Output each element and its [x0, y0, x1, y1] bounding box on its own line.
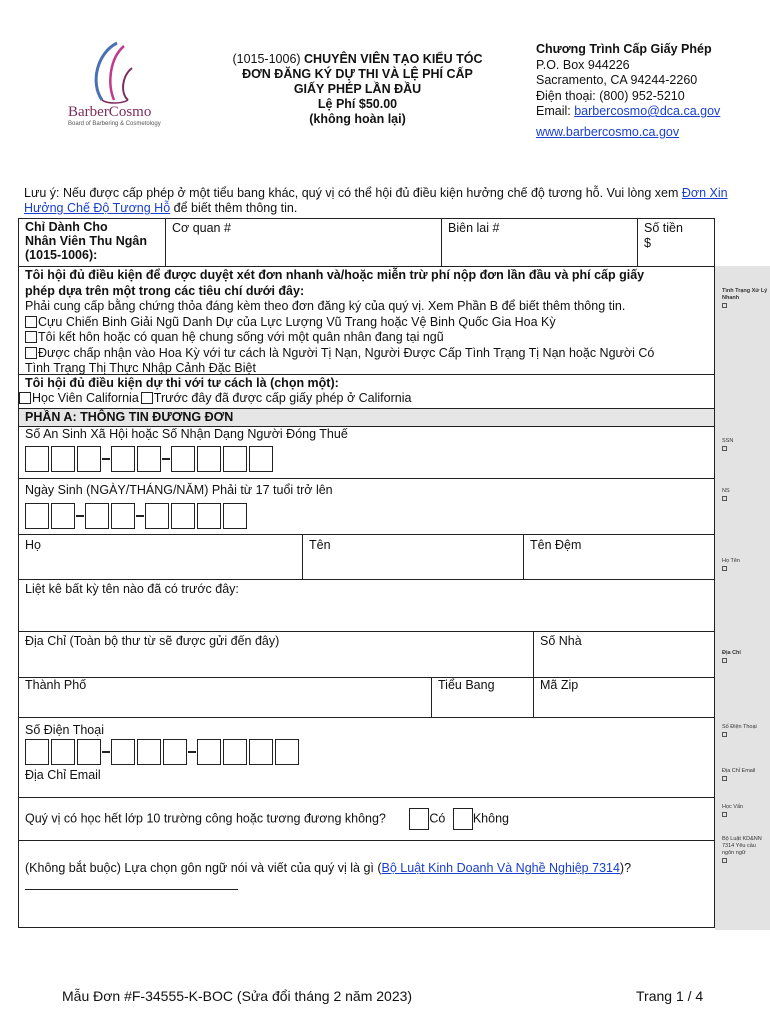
dob-day-box[interactable] — [51, 503, 75, 529]
sidebar-language: Bộ Luật KD&NN 7314 Yêu cầu ngôn ngữ — [722, 836, 768, 866]
address-label: Địa Chỉ (Toàn bộ thư từ sẽ được gửi đến đây) — [25, 634, 280, 648]
website-link[interactable]: www.barbercosmo.ca.gov — [536, 124, 680, 139]
city-row — [19, 678, 714, 718]
phone-digit-box[interactable] — [275, 739, 299, 765]
address-row — [19, 632, 714, 678]
dob-year-box[interactable] — [223, 503, 247, 529]
ssn-digit-box[interactable] — [51, 446, 75, 472]
ssn-label: Số An Sinh Xã Hội hoặc Số Nhận Dạng Người Đóng Thuế — [25, 427, 348, 441]
language-question: (Không bắt buộc) Lựa chọn gôn ngữ nói và viết của quý vị là gì ( — [25, 861, 382, 875]
education-yes-label: Có — [429, 811, 446, 826]
program-email-link[interactable]: barbercosmo@dca.ca.gov — [574, 104, 721, 118]
expedite-row — [19, 267, 714, 375]
first-name-field[interactable]: Tên — [302, 535, 523, 579]
ssn-digit-box[interactable] — [25, 446, 49, 472]
expedite-option-veteran[interactable]: Cựu Chiến Binh Giải Ngũ Danh Dự của Lực Lượng Vũ Trang hoặc Vệ Binh Quốc Gia Hoa Kỳ — [25, 315, 705, 331]
language-suffix: )? — [619, 861, 632, 875]
expedite-instruction: Phải cung cấp bằng chứng thỏa đáng kèm theo đơn đăng ký của quý vị. Xem Phần B để biết thêm thông tin. — [25, 299, 626, 313]
language-row — [19, 841, 714, 927]
dob-month-box[interactable] — [85, 503, 109, 529]
prior-names-row[interactable] — [19, 580, 714, 632]
ssn-digit-box[interactable] — [197, 446, 221, 472]
program-name: Chương Trình Cấp Giấy Phép — [536, 42, 712, 56]
ssn-digit-box[interactable] — [77, 446, 101, 472]
application-form — [18, 218, 715, 928]
expedite-heading-1: Tôi hội đủ điều kiện để được duyệt xét đơn nhanh và/hoặc miễn trừ phí nộp đơn lần đầu và phí cấp giấy — [25, 268, 645, 282]
po-box: P.O. Box 944226 — [536, 57, 630, 72]
previously-licensed-checkbox[interactable] — [141, 392, 153, 404]
ssn-digit-box[interactable] — [223, 446, 247, 472]
fee: Lệ Phí $50.00 — [317, 97, 398, 111]
sidebar-ssn: SSN — [722, 438, 768, 454]
expedite-option-refugee[interactable]: Được chấp nhận vào Hoa Kỳ với tư cách là Người Tị Nạn, Người Được Cấp Tình Trạng Tị Nạn hoặc Người Có — [25, 346, 705, 362]
phone-digit-box[interactable] — [111, 739, 135, 765]
veteran-checkbox[interactable] — [25, 316, 37, 328]
sidebar-dob: NS — [722, 488, 768, 504]
education-row — [19, 798, 714, 841]
ssn-separator — [162, 458, 170, 460]
phone-digit-box[interactable] — [223, 739, 247, 765]
last-name-label: Họ — [25, 538, 41, 552]
sidebar-status: Tình Trạng Xử Lý Nhanh — [722, 288, 768, 311]
nonrefundable: (không hoàn lại) — [309, 112, 406, 126]
form-code: (1015-1006) — [232, 52, 305, 66]
reciprocity-link[interactable]: Đơn Xin Hưởng Chế Độ Tương Hỗ — [24, 186, 728, 215]
form-number: Mẫu Đơn #F-34555-K-BOC (Sửa đổi tháng 2 năm 2023) — [62, 988, 413, 1004]
program-city: Sacramento, CA 94244-2260 — [536, 73, 698, 87]
california-student-label: Học Viên California — [32, 391, 139, 405]
education-no-checkbox[interactable] — [453, 808, 473, 830]
part-a-heading-row — [19, 409, 714, 427]
ssn-digit-box[interactable] — [249, 446, 273, 472]
ssn-digit-box[interactable] — [137, 446, 161, 472]
phone-digit-box[interactable] — [25, 739, 49, 765]
dob-year-box[interactable] — [197, 503, 221, 529]
phone-digit-box[interactable] — [137, 739, 161, 765]
dob-month-box[interactable] — [111, 503, 135, 529]
phone-email-row — [19, 718, 714, 798]
phone-digit-box[interactable] — [77, 739, 101, 765]
refugee-checkbox[interactable] — [25, 347, 37, 359]
phone-separator — [188, 751, 196, 753]
education-no-label: Không — [472, 811, 509, 826]
logo-name: BarberCosmo — [68, 104, 152, 120]
dob-year-box[interactable] — [171, 503, 195, 529]
program-contact — [536, 42, 766, 140]
education-yes-checkbox[interactable] — [409, 808, 429, 830]
dob-input-group[interactable] — [25, 503, 249, 529]
unit-field[interactable]: Số Nhà — [533, 632, 714, 677]
military-spouse-checkbox[interactable] — [25, 331, 37, 343]
logo-tagline: Board of Barbering & Cosmetology — [68, 121, 161, 127]
middle-name-field[interactable]: Tên Đệm — [523, 535, 714, 579]
email-address-label: Địa Chỉ Email — [25, 768, 101, 782]
expedite-option-refugee-cont: Tình Trạng Thị Thực Nhập Cảnh Đặc Biệt — [25, 361, 256, 375]
program-phone: Điện thoại: (800) 952-5210 — [536, 88, 685, 103]
phone-digit-box[interactable] — [249, 739, 273, 765]
phone-separator — [102, 751, 110, 753]
title-line-1: CHUYÊN VIÊN TẠO KIỂU TÓC — [304, 52, 483, 66]
note-text: Lưu ý: Nếu được cấp phép ở một tiểu bang khác, quý vị có thể hội đủ điều kiện hưởng chế độ tương hỗ. Vui lòng xem — [24, 186, 682, 200]
previously-licensed-label: Trước đây đã được cấp giấy phép ở California — [153, 391, 412, 405]
reciprocity-note — [24, 186, 754, 216]
expedite-option-military-spouse[interactable]: Tôi kết hôn hoặc có quan hệ chung sống với một quân nhân đang tại ngũ — [25, 330, 705, 346]
california-student-checkbox[interactable] — [19, 392, 31, 404]
state-field[interactable]: Tiểu Bang — [431, 678, 533, 717]
dob-year-box[interactable] — [145, 503, 169, 529]
email-label: Email: — [536, 104, 575, 118]
amount-field[interactable]: Số tiền $ — [637, 219, 714, 266]
title-line-3: GIẤY PHÉP LẦN ĐẦU — [293, 82, 422, 96]
phone-digit-box[interactable] — [197, 739, 221, 765]
eligibility-heading: Tôi hội đủ điều kiện dự thi với tư cách là (chọn một): — [25, 376, 339, 390]
dob-separator — [136, 515, 144, 517]
ssn-digit-box[interactable] — [171, 446, 195, 472]
expedite-heading-2: phép dựa trên một trong các tiêu chí dưới đây: — [25, 283, 305, 298]
prior-names-label: Liệt kê bất kỳ tên nào đã có trước đây: — [25, 582, 239, 596]
phone-input-group[interactable] — [25, 739, 301, 765]
phone-digit-box[interactable] — [51, 739, 75, 765]
language-answer-line[interactable] — [25, 889, 238, 890]
page-number: Trang 1 / 4 — [636, 988, 704, 1004]
dob-row — [19, 479, 714, 535]
phone-label: Số Điện Thoại — [25, 723, 104, 737]
name-row — [19, 535, 714, 580]
sidebar-email: Địa Chỉ Email — [722, 768, 768, 784]
sidebar-address: Địa Chỉ — [722, 650, 768, 666]
ssn-digit-box[interactable] — [111, 446, 135, 472]
agency-field[interactable]: Cơ quan # — [165, 219, 441, 266]
eligibility-row — [19, 375, 714, 409]
education-question: Quý vị có học hết lớp 10 trường công hoặc tương đương không? — [25, 811, 386, 826]
language-code-link[interactable]: Bộ Luật Kinh Doanh Và Nghề Nghiệp 7314 — [381, 861, 620, 875]
receipt-field[interactable]: Biên lai # — [441, 219, 637, 266]
ssn-separator — [102, 458, 110, 460]
ssn-row — [19, 427, 714, 479]
dob-label: Ngày Sinh (NGÀY/THÁNG/NĂM) Phải từ 17 tuổi trở lên — [25, 483, 333, 497]
dob-separator — [76, 515, 84, 517]
city-label: Thành Phố — [25, 678, 87, 692]
cashier-row — [19, 219, 714, 267]
part-a-heading: PHẦN A: THÔNG TIN ĐƯƠNG ĐƠN — [25, 410, 234, 424]
dob-day-box[interactable] — [25, 503, 49, 529]
note-suffix: để biết thêm thông tin. — [170, 201, 298, 215]
cashier-label: Chỉ Dành Cho Nhân Viên Thu Ngân (1015-1006): — [25, 220, 147, 262]
sidebar-name: Họ Tên — [722, 558, 768, 574]
ssn-input-group[interactable] — [25, 446, 275, 472]
phone-digit-box[interactable] — [163, 739, 187, 765]
zip-field[interactable]: Mã Zip — [533, 678, 714, 717]
sidebar-education: Học Vấn — [722, 804, 768, 820]
sidebar-phone: Số Điện Thoại — [722, 724, 768, 740]
office-sidebar — [715, 266, 770, 930]
title-line-2: ĐƠN ĐĂNG KÝ DỰ THI VÀ LỆ PHÍ CẤP — [242, 67, 473, 81]
form-title — [195, 52, 520, 127]
